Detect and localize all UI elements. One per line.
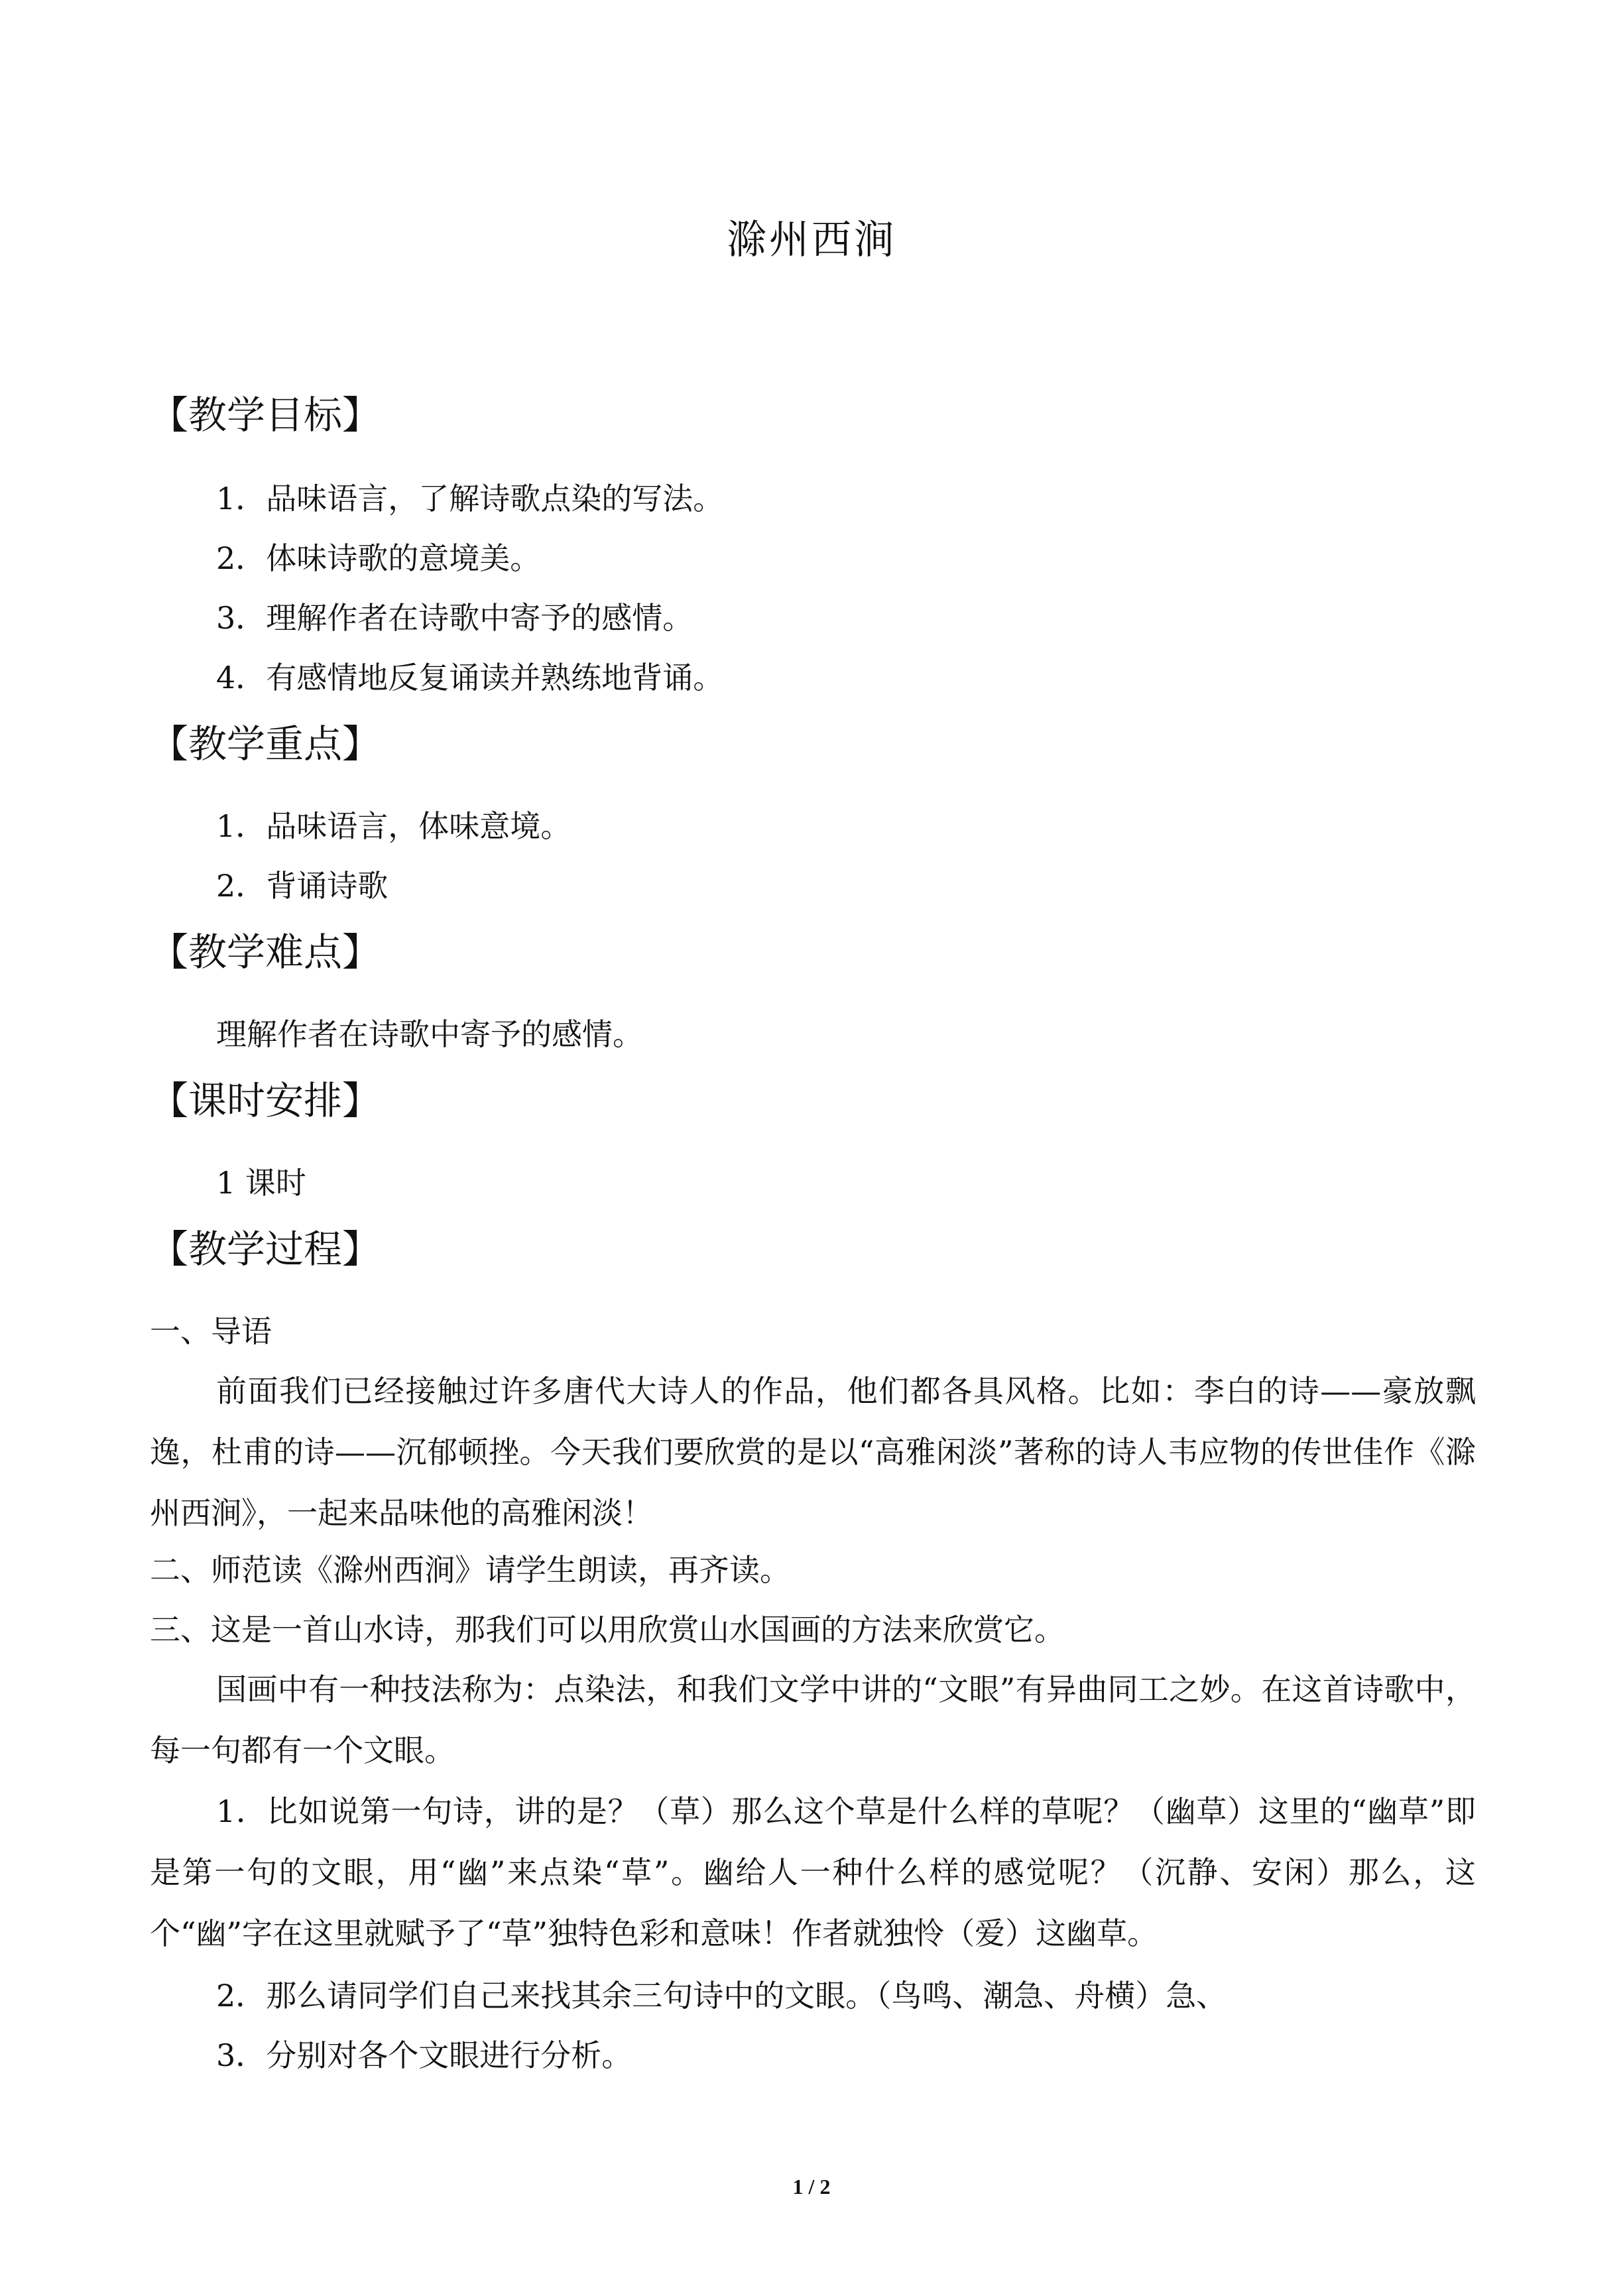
heading-schedule: 【课时安排】: [150, 1078, 381, 1123]
heading-objectives: 【教学目标】: [150, 393, 381, 438]
schedule-text: 1 课时: [216, 1165, 306, 1201]
process-step-title: 一、导语: [150, 1313, 272, 1349]
process-paragraph: 前面我们已经接触过许多唐代大诗人的作品，他们都各具风格。比如：李白的诗——豪放飘逸，杜甫的诗——沉郁顿挫。今天我们要欣赏的是以“高雅闲淡”著称的诗人韦应物的传世佳作《滁州西涧》，一起来品味他的高雅闲淡！: [150, 1373, 1476, 1531]
process-step-title: 二、师范读《滁州西涧》请学生朗读，再齐读。: [150, 1552, 790, 1588]
key-point-item: 1．品味语言，体味意境。: [216, 808, 571, 844]
page-number: 1 / 2: [792, 2175, 831, 2199]
process-paragraph: 1．比如说第一句诗，讲的是？（草）那么这个草是什么样的草呢？（幽草）这里的“幽草”即是第一句的文眼，用“幽”来点染“草”。幽给人一种什么样的感觉呢？（沉静、安闲）那么，这个“幽”字在这里就赋予了“草”独特色彩和意味！作者就独怜（爱）这幽草。: [150, 1793, 1476, 1951]
difficulty-text: 理解作者在诗歌中寄予的感情。: [216, 1016, 643, 1052]
process-point: 3．分别对各个文眼进行分析。: [216, 2037, 632, 2073]
process-point: 2．那么请同学们自己来找其余三句诗中的文眼。（鸟鸣、潮急、舟横）急、: [216, 1978, 1227, 2014]
key-point-item: 2．背诵诗歌: [216, 868, 389, 904]
heading-process: 【教学过程】: [150, 1227, 381, 1272]
objective-item: 3．理解作者在诗歌中寄予的感情。: [216, 600, 693, 636]
heading-key-points: 【教学重点】: [150, 721, 381, 766]
objective-item: 1．品味语言，了解诗歌点染的写法。: [216, 481, 724, 516]
process-paragraph: 国画中有一种技法称为：点染法，和我们文学中讲的“文眼”有异曲同工之妙。在这首诗歌中，每一句都有一个文眼。: [150, 1671, 1476, 1768]
document-title: 滁州西涧: [727, 217, 896, 263]
objective-item: 4．有感情地反复诵读并熟练地背诵。: [216, 660, 724, 695]
process-step-title: 三、这是一首山水诗，那我们可以用欣赏山水国画的方法来欣赏它。: [150, 1612, 1065, 1648]
heading-difficulties: 【教学难点】: [150, 930, 381, 975]
objective-item: 2．体味诗歌的意境美。: [216, 540, 541, 576]
